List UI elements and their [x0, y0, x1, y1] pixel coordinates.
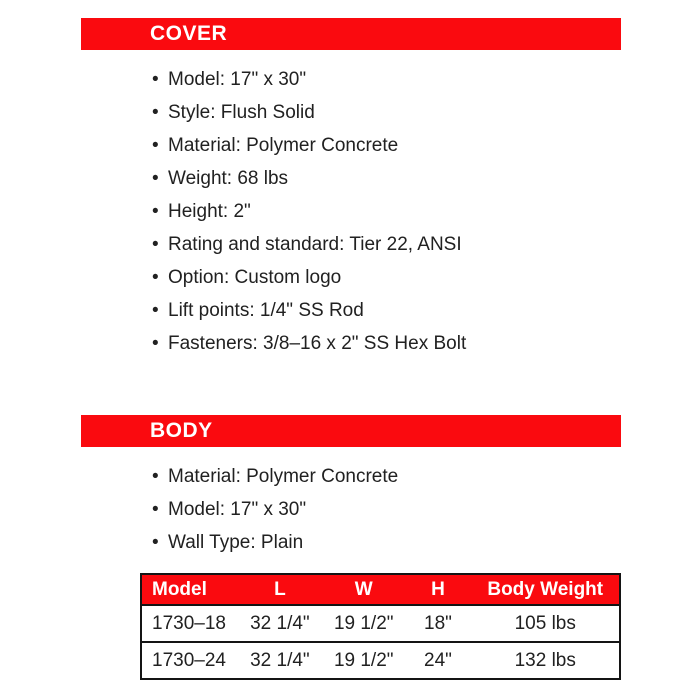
cell-model: 1730–18 — [152, 612, 226, 634]
spec-item-walltype: • Wall Type: Plain — [152, 526, 621, 559]
cell-width: 19 1/2" — [333, 612, 394, 634]
cell-length: 32 1/4" — [237, 642, 323, 679]
spec-item-style: • Style: Flush Solid — [152, 96, 621, 129]
body-title: BODY — [150, 419, 213, 442]
spec-item-liftpoints: • Lift points: 1/4" SS Rod — [152, 294, 621, 327]
col-header-bodyweight: Body Weight — [471, 574, 620, 605]
spec-item-height: • Height: 2" — [152, 195, 621, 228]
cover-bullet-list — [81, 63, 621, 360]
section-cover — [81, 18, 621, 360]
col-header-model: Model — [141, 574, 237, 605]
cover-title: COVER — [150, 22, 228, 45]
cell-height: 24" — [404, 642, 471, 679]
body-dimensions-table — [140, 573, 621, 680]
cell-length: 32 1/4" — [250, 612, 310, 634]
col-header-width: W — [323, 574, 404, 605]
spec-item-material: • Material: Polymer Concrete — [152, 129, 621, 162]
cell-bodyweight: 132 lbs — [471, 642, 620, 679]
body-bullet-list — [81, 460, 621, 559]
spec-item-weight: • Weight: 68 lbs — [152, 162, 621, 195]
spec-item-option: • Option: Custom logo — [152, 261, 621, 294]
section-body — [81, 415, 621, 680]
table-row — [141, 605, 620, 642]
cover-header-bar — [81, 18, 621, 50]
spec-item-rating: • Rating and standard: Tier 22, ANSI — [152, 228, 621, 261]
table-header-row — [141, 574, 620, 605]
col-header-height: H — [404, 574, 471, 605]
col-header-length: L — [237, 574, 323, 605]
cell-bodyweight: 105 lbs — [514, 612, 576, 634]
spec-item-model: • Model: 17" x 30" — [152, 493, 621, 526]
spec-item-material: • Material: Polymer Concrete — [152, 460, 621, 493]
table-row — [141, 642, 620, 679]
cell-width: 19 1/2" — [323, 642, 404, 679]
spec-item-fasteners: • Fasteners: 3/8–16 x 2" SS Hex Bolt — [152, 327, 621, 360]
cell-model: 1730–24 — [141, 642, 237, 679]
cell-height: 18" — [424, 612, 452, 634]
body-header-bar — [81, 415, 621, 447]
spec-item-model: • Model: 17" x 30" — [152, 63, 621, 96]
